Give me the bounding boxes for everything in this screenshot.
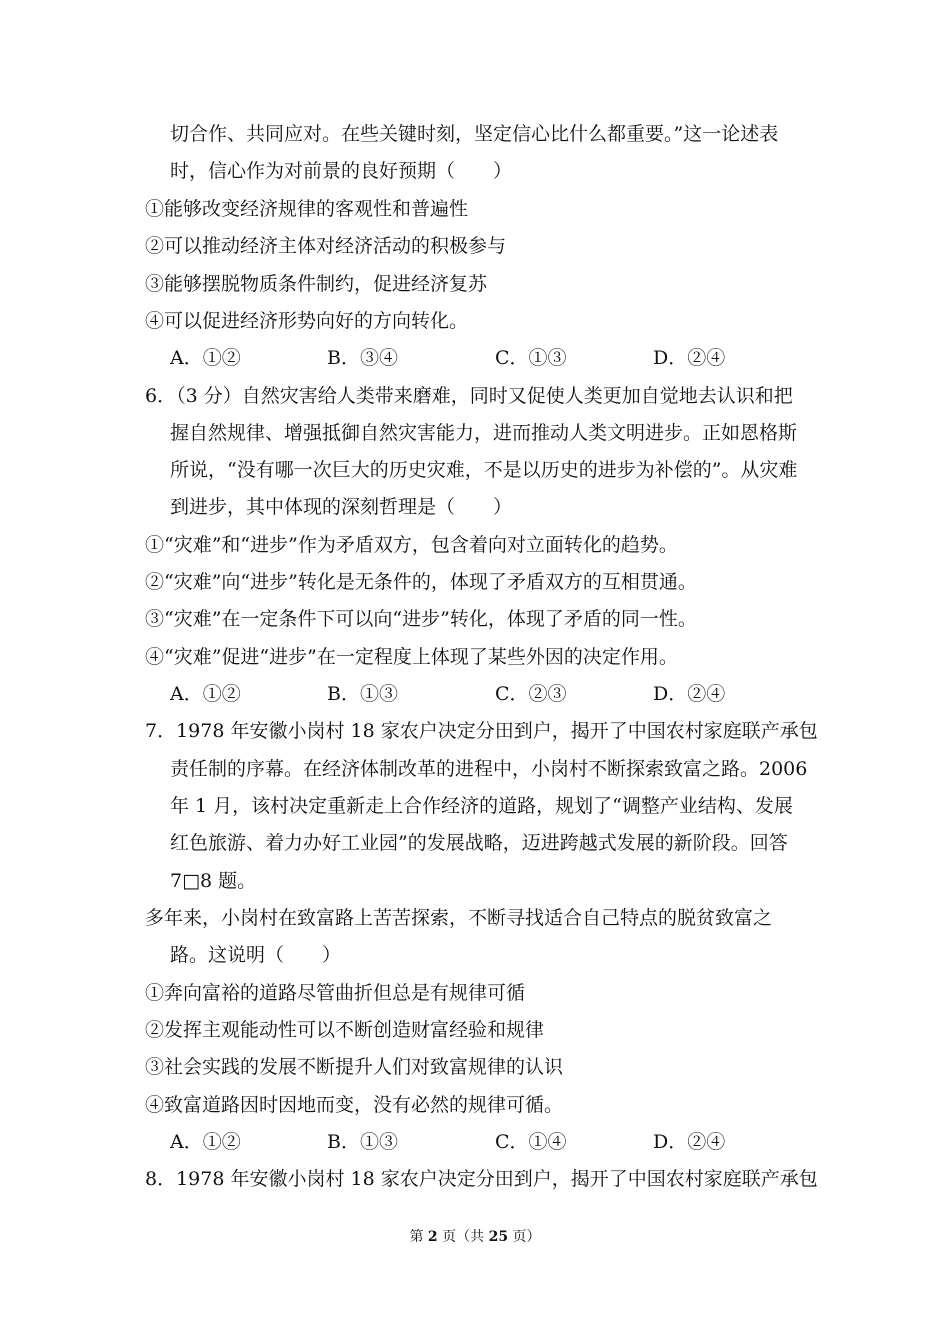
q7-stem-line: 年 1 月，该村决定重新走上合作经济的道路，规划了“调整产业结构、发展 bbox=[170, 795, 793, 817]
footer-total-pages: 25 bbox=[488, 1229, 509, 1245]
q6-option-b: B．①③ bbox=[327, 683, 398, 705]
q5-stem-line: 切合作、共同应对。在些关键时刻，坚定信心比什么都重要。”这一论述表 bbox=[170, 123, 779, 145]
q6-item: ④“灾难”促进“进步”在一定程度上体现了某些外因的决定作用。 bbox=[145, 646, 678, 668]
q6-stem-line: 所说，“没有哪一次巨大的历史灾难，不是以历史的进步为补偿的”。从灾难 bbox=[170, 459, 798, 481]
q7-sub-stem-line: 路。这说明（ ） bbox=[170, 944, 342, 966]
footer-prefix: 第 bbox=[409, 1229, 428, 1245]
q5-item: ②可以推动经济主体对经济活动的积极参与 bbox=[145, 235, 507, 257]
q7-option-d: D．②④ bbox=[653, 1131, 726, 1153]
q7-item: ②发挥主观能动性可以不断创造财富经验和规律 bbox=[145, 1019, 545, 1041]
q6-item: ③“灾难”在一定条件下可以向“进步”转化，体现了矛盾的同一性。 bbox=[145, 608, 697, 630]
q7-stem-line: 责任制的序幕。在经济体制改革的进程中，小岗村不断探索致富之路。2006 bbox=[170, 758, 808, 780]
q5-option-b: B．③④ bbox=[327, 347, 398, 369]
q7-sub-stem-line: 多年来，小岗村在致富路上苦苦探索，不断寻找适合自己特点的脱贫致富之 bbox=[145, 907, 773, 929]
q5-options bbox=[170, 346, 810, 370]
q7-options bbox=[170, 1130, 810, 1154]
q7-item: ①奔向富裕的道路尽管曲折但总是有规律可循 bbox=[145, 982, 526, 1004]
footer-page-number: 2 bbox=[427, 1229, 438, 1245]
q5-stem-line: 时，信心作为对前景的良好预期（ ） bbox=[170, 160, 513, 182]
q7-item: ③社会实践的发展不断提升人们对致富规律的认识 bbox=[145, 1056, 564, 1078]
q5-item: ④可以促进经济形势向好的方向转化。 bbox=[145, 310, 469, 332]
q5-option-a: A．①② bbox=[170, 347, 241, 369]
q6-stem-line: 6．（3 分）自然灾害给人类带来磨难，同时又促使人类更加自觉地去认识和把 bbox=[145, 385, 793, 407]
q5-item: ①能够改变经济规律的客观性和普遍性 bbox=[145, 198, 469, 220]
q7-option-a: A．①② bbox=[170, 1131, 241, 1153]
q5-option-d: D．②④ bbox=[653, 347, 726, 369]
q7-stem-line: 红色旅游、着力办好工业园”的发展战略，迈进跨越式发展的新阶段。回答 bbox=[170, 832, 788, 854]
q7-stem-line: 7．1978 年安徽小岗村 18 家农户决定分田到户，揭开了中国农村家庭联产承包 bbox=[145, 720, 818, 742]
q7-option-b: B．①③ bbox=[327, 1131, 398, 1153]
q6-stem-line: 握自然规律、增强抵御自然灾害能力，进而推动人类文明进步。正如恩格斯 bbox=[170, 422, 798, 444]
footer-suffix: 页） bbox=[508, 1229, 541, 1245]
q7-option-c: C．①④ bbox=[495, 1131, 567, 1153]
q8-stem-line: 8．1978 年安徽小岗村 18 家农户决定分田到户，揭开了中国农村家庭联产承包 bbox=[145, 1168, 818, 1190]
footer-middle: 页（共 bbox=[437, 1229, 489, 1245]
q6-item: ①“灾难”和“进步”作为矛盾双方，包含着向对立面转化的趋势。 bbox=[145, 534, 678, 556]
page-footer bbox=[0, 1227, 950, 1247]
q7-stem-line: 7□8 题。 bbox=[170, 870, 257, 892]
q6-option-c: C．②③ bbox=[495, 683, 567, 705]
q5-option-c: C．①③ bbox=[495, 347, 567, 369]
q5-item: ③能够摆脱物质条件制约，促进经济复苏 bbox=[145, 273, 488, 295]
q6-option-d: D．②④ bbox=[653, 683, 726, 705]
q7-item: ④致富道路因时因地而变，没有必然的规律可循。 bbox=[145, 1094, 564, 1116]
q6-options bbox=[170, 682, 810, 706]
q6-stem-line: 到进步，其中体现的深刻哲理是（ ） bbox=[170, 496, 513, 518]
q6-item: ②“灾难”向“进步”转化是无条件的，体现了矛盾双方的互相贯通。 bbox=[145, 571, 697, 593]
q6-option-a: A．①② bbox=[170, 683, 241, 705]
